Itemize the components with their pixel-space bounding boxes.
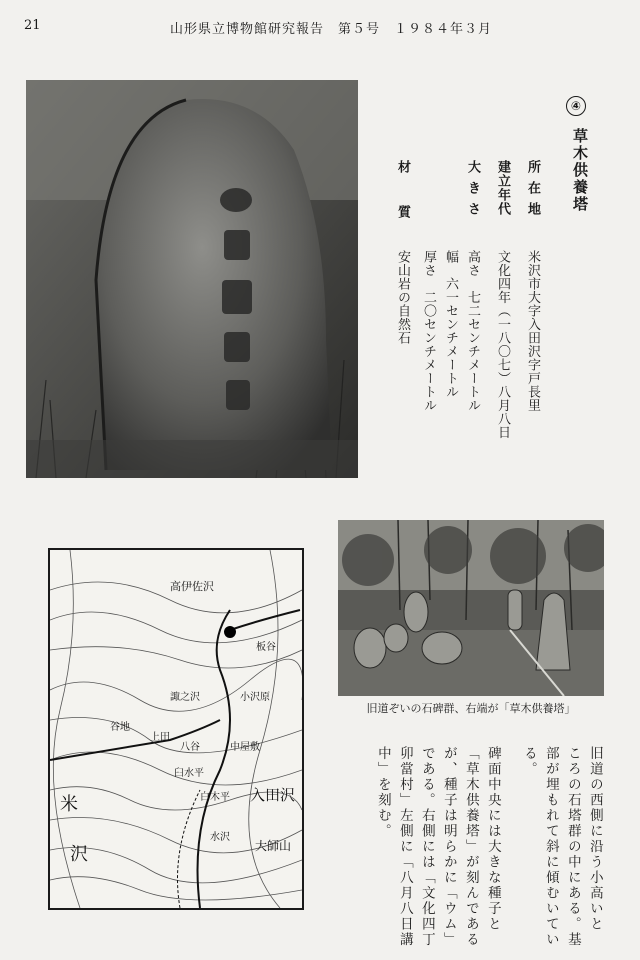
page-header (0, 18, 640, 42)
field-label-material: 材質 (395, 160, 410, 250)
body-col-1: 旧道の西側に沿う小高いと (586, 746, 603, 932)
body-col-8: である。右側には「文化四丁 (418, 746, 435, 948)
page-number: 21 (24, 18, 41, 33)
map-label: 水沢 (210, 832, 230, 843)
map-label: 高伊佐沢 (170, 580, 214, 593)
field-value-material: 安山岩の自然石 (395, 250, 410, 345)
entry-title: 草木供養塔 (571, 128, 589, 213)
map-label: 谷地 (110, 722, 130, 733)
entry-number-badge: ④ (566, 96, 586, 116)
field-label-date: 建立年代 (495, 160, 510, 216)
field-value-width: 幅 六一センチメートル (443, 250, 458, 399)
field-value-height: 高さ 七二センチメートル (465, 250, 480, 412)
location-map (48, 548, 304, 910)
journal-title: 山形県立博物館研究報告 第５号 １９８４年３月 (170, 22, 493, 37)
body-col-4: る。 (520, 746, 537, 777)
body-col-7: が、種子は明らかに「ウム」 (440, 746, 457, 948)
field-value-location: 米沢市大字入田沢字戸長里 (525, 250, 540, 412)
map-label: 上田 (150, 732, 170, 743)
map-label: 板谷 (256, 642, 276, 653)
body-col-9: 卯當村」左側に「八月八日講 (396, 746, 413, 948)
body-col-10: 中」を刻む。 (374, 746, 391, 839)
map-label: 小沢原 (240, 692, 270, 703)
photo-caption: 旧道ぞいの石碑群、右端が「草木供養塔」 (366, 702, 576, 715)
map-label: 臼水平 (174, 768, 204, 779)
body-col-6: 「草木供養塔」が刻んである (462, 746, 479, 948)
field-label-location: 所在地 (525, 160, 540, 223)
body-col-2: ころの石塔群の中にある。基 (564, 746, 581, 948)
field-value-date: 文化四年（一八〇七）八月八日 (495, 250, 510, 439)
body-col-5: 碑面中央には大きな種子と (484, 746, 501, 932)
body-col-3: 部が埋もれて斜に傾むいてい (542, 746, 559, 948)
map-label: 中屋敷 (230, 742, 260, 753)
field-value-thickness: 厚さ 二〇センチメートル (421, 250, 436, 412)
map-label: 八谷 (180, 742, 200, 753)
map-label: 大師山 (255, 839, 292, 853)
monument-photo (26, 80, 358, 478)
stone-group-photo (338, 520, 604, 696)
field-label-size: 大きさ (465, 160, 480, 223)
map-label: 沢 (70, 844, 88, 865)
map-label: 白木平 (200, 792, 230, 803)
map-label: 諏之沢 (170, 692, 200, 703)
map-label: 米 (60, 794, 78, 815)
map-label: 入田沢 (250, 786, 296, 804)
